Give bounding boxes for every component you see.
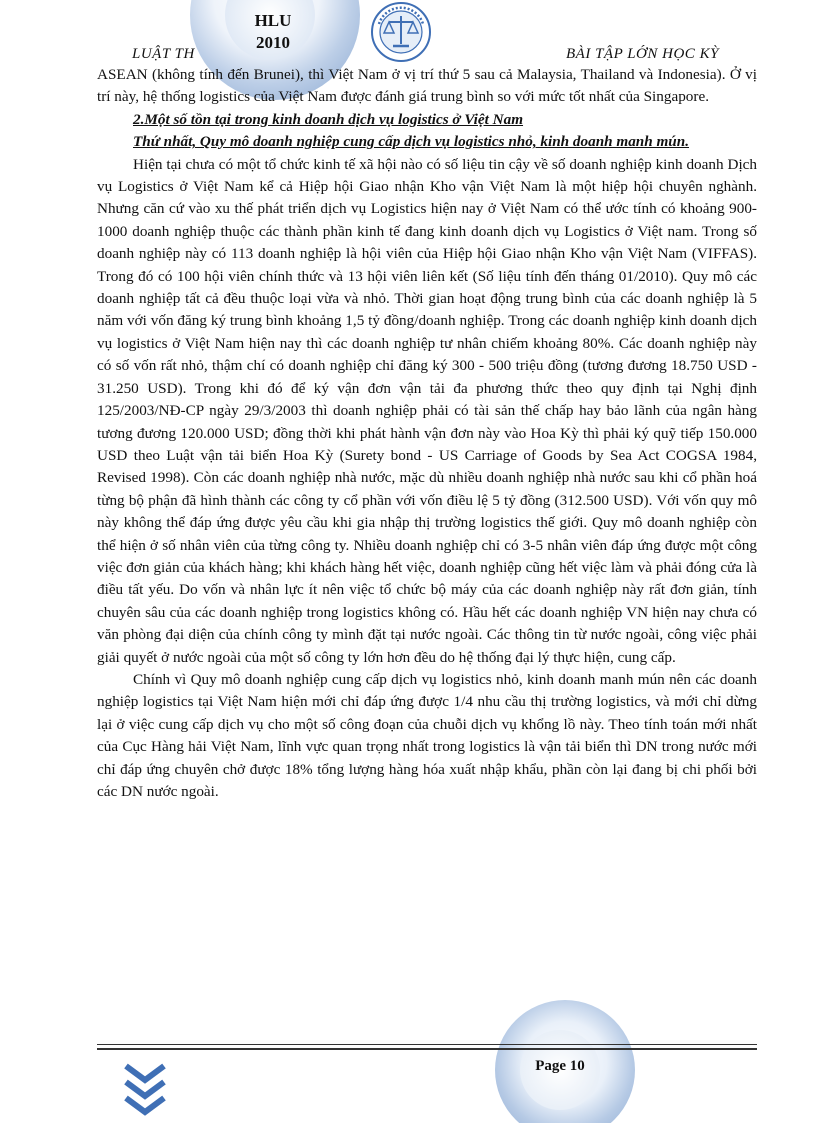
footer-divider-thick (97, 1048, 757, 1050)
subsection-heading: Thứ nhất, Quy mô doanh nghiệp cung cấp dịch vụ logistics nhỏ, kinh doanh manh mún. (133, 133, 689, 151)
hlu-badge-title: HLU (254, 11, 292, 30)
page-number: Page 10 (535, 1058, 585, 1074)
footer-divider-thin (97, 1044, 757, 1045)
law-university-emblem-icon (371, 0, 431, 64)
header-left-text: LUẬT TH (132, 46, 195, 62)
document-body (97, 64, 757, 803)
hlu-badge (238, 10, 308, 54)
body-paragraph: Hiện tại chưa có một tổ chức kinh tế xã hội nào có số liệu tin cậy về số doanh nghiệp kinh doanh Dịch vụ Logistics ở Việt Nam kể cả Hiệp hội Giao nhận Kho vận Việt Nam là một hiệp hội chuyên nghành. Nhưng căn cứ vào xu thế phát triển dịch vụ Logistics hiện nay ở Việt Nam có thể ước tính có khoảng 900-1000 doanh nghiệp thuộc các thành phần kinh tế đang kinh doanh dịch vụ Logistics ở Việt nam. Trong số doanh nghiệp này có 113 doanh nghiệp là hội viên của Hiệp hội Giao nhận Kho vận Việt Nam (VIFFAS). Trong đó có 100 hội viên chính thức và 13 hội viên liên kết (Số liệu tính đến tháng 01/2010). Quy mô các doanh nghiệp tất cả đều thuộc loại vừa và nhỏ. Thời gian hoạt động trung bình của các doanh nghiệp là 5 năm với vốn đăng ký trung bình khoảng 1,5 tỷ đồng/doanh nghiệp. Trong các doanh nghiệp kinh doanh dịch vụ logistics ở Việt Nam hiện nay thì các doanh nghiệp tư nhân chiếm khoảng 80%. Các doanh nghiệp này có số vốn rất nhỏ, thậm chí có doanh nghiệp chỉ đăng ký 300 - 500 triệu đồng (tương đương 18.750 USD - 31.250 USD). Trong khi đó để ký vận đơn vận tải đa phương thức theo quy định tại Nghị định 125/2003/NĐ-CP ngày 29/3/2003 thì doanh nghiệp phải có tài sản thế chấp hay bảo lãnh của ngân hàng tương đương 120.000 USD; đồng thời khi phát hành vận đơn này vào Hoa Kỳ thì phải ký quỹ tiếp 150.000 USD theo Luật vận tải biển Hoa Kỳ (Surety bond - US Carriage of Goods by Sea Act COGSA 1984, Revised 1998). Còn các doanh nghiệp nhà nước, mặc dù nhiều doanh nghiệp nhà nước sau khi cổ phần hoá từng bộ phận đã hình thành các công ty cổ phần với vốn điều lệ 5 tỷ đồng (312.500 USD). Với vốn quy mô này không thể đáp ứng được yêu cầu khi gia nhập thị trường logistics thế giới. Quy mô doanh nghiệp còn thể hiện ở số nhân viên của từng công ty. Nhiều doanh nghiệp chỉ có 3-5 nhân viên đáp ứng được một công việc đơn giản của khách hàng; khi khách hàng hết việc, doanh nghiệp cũng hết việc làm và phải đóng cửa là điều tất yếu. Do vốn và nhân lực ít nên việc tổ chức bộ máy của các doanh nghiệp này rất đơn giản, tính chuyên sâu của các doanh nghiệp trong logistics không có. Hầu hết các doanh nghiệp VN hiện nay chưa có văn phòng đại diện của chính công ty mình đặt tại nước ngoài. Các thông tin từ nước ngoài, công việc phải giải quyết ở nước ngoài của một số công ty lớn hơn đều do hệ thống đại lý thực hiện, cung cấp. (97, 155, 757, 666)
intro-paragraph: ASEAN (không tính đến Brunei), thì Việt Nam ở vị trí thứ 5 sau cả Malaysia, Thailand và Indonesia). Ở vị trí này, hệ thống logistics của Việt Nam được đánh giá trung bình so với mức tốt nhất của Singapore. (97, 66, 757, 106)
triple-chevron-down-icon (122, 1062, 168, 1122)
hlu-badge-year: 2010 (256, 33, 290, 52)
section-heading: 2.Một số tồn tại trong kinh doanh dịch vụ logistics ở Việt Nam (133, 110, 524, 128)
body-paragraph: Chính vì Quy mô doanh nghiệp cung cấp dịch vụ logistics nhỏ, kinh doanh manh mún nên các doanh nghiệp logistics tại Việt Nam hiện mới chỉ đáp ứng được 1/4 nhu cầu thị trường logistics, và mới chỉ dừng lại ở việc cung cấp dịch vụ cho một số công đoạn của chuỗi dịch vụ khổng lồ này. Theo tính toán mới nhất của Cục Hàng hải Việt Nam, lĩnh vực quan trọng nhất trong logistics là vận tải biển thì DN trong nước mới chỉ đáp ứng chuyên chở được 18% tổng lượng hàng hóa xuất nhập khẩu, phần còn lại đang bị chi phối bởi các DN nước ngoài. (97, 670, 757, 800)
header-right-text: BÀI TẬP LỚN HỌC KỲ (566, 46, 719, 62)
